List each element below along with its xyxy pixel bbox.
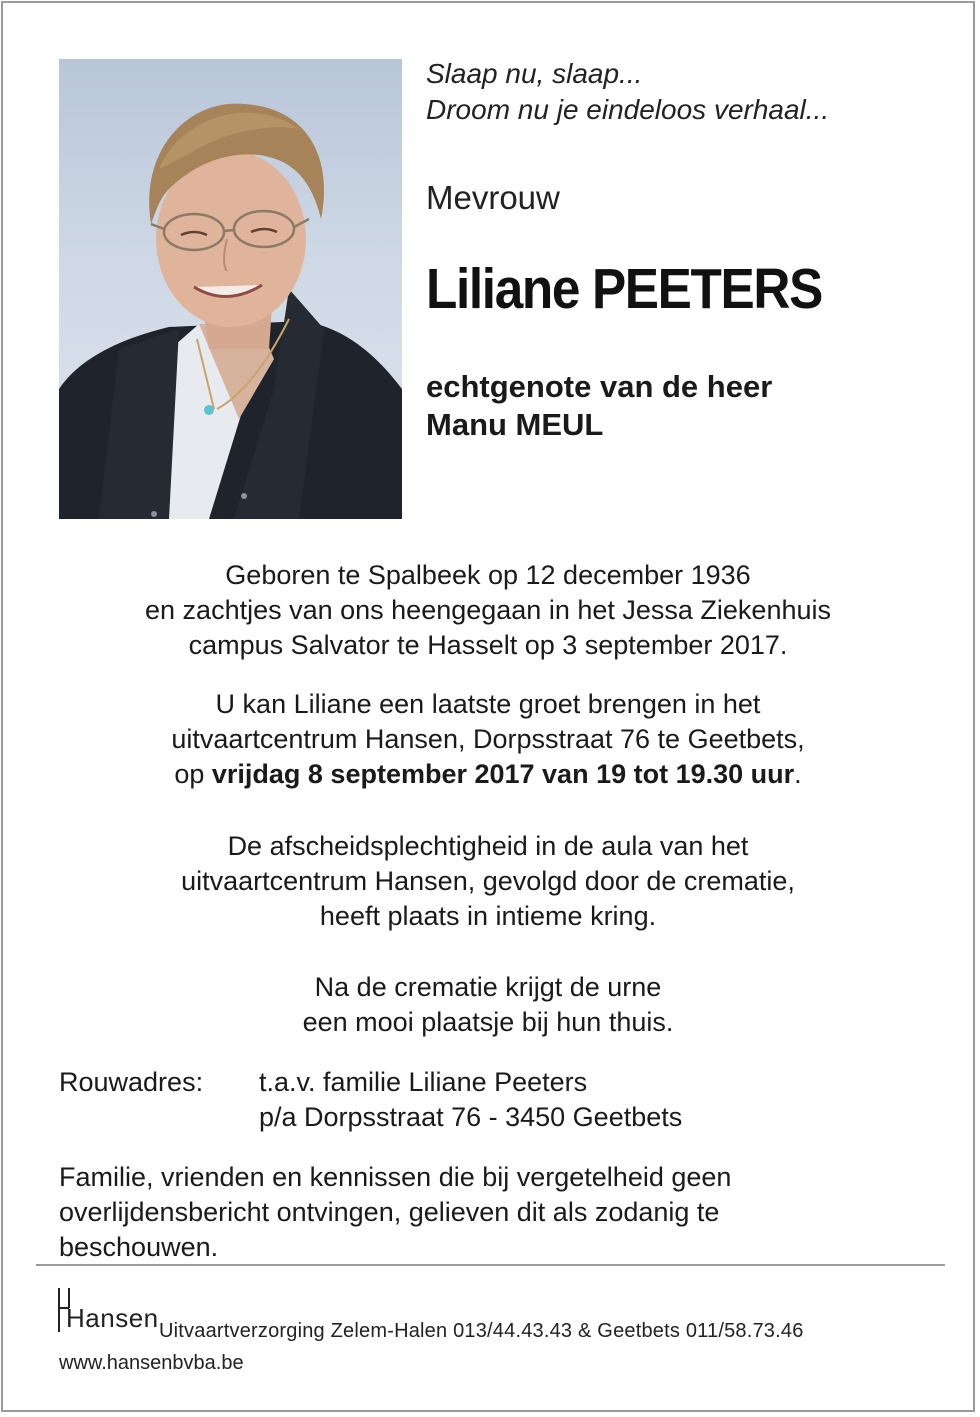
text-line: Geboren te Spalbeek op 12 december 1936 <box>225 560 751 590</box>
text-line: en zachtjes van ons heengegaan in het Jessa Ziekenhuis <box>145 595 831 625</box>
text-line: heeft plaats in intieme kring. <box>319 901 657 931</box>
logo-text: Hansen <box>66 1303 159 1333</box>
poem-line: Droom nu je eindeloos verhaal... <box>426 94 830 125</box>
text-line: U kan Liliane een laatste groet brengen in het <box>215 689 761 719</box>
closing-note <box>59 1160 731 1265</box>
portrait-photo <box>59 59 402 519</box>
text-line: een mooi plaatsje bij hun thuis. <box>302 1007 674 1037</box>
spouse-name: Manu MEUL <box>426 407 604 442</box>
poem-line: Slaap nu, slaap... <box>426 58 643 89</box>
address-line: p/a Dorpsstraat 76 - 3450 Geetbets <box>259 1102 683 1132</box>
deceased-name: Liliane PEETERS <box>426 257 822 321</box>
salutation: Mevrouw <box>426 179 560 216</box>
text-line: De afscheidsplechtigheid in de aula van het <box>227 831 749 861</box>
address-lines <box>259 1065 682 1135</box>
funeral-home-contact: Uitvaartverzorging Zelem-Halen 013/44.43.43 & Geetbets 011/58.73.46 <box>159 1320 804 1342</box>
text-line: Familie, vrienden en kennissen die bij vergetelheid geen <box>59 1162 732 1192</box>
text-line: uitvaartcentrum Hansen, Dorpsstraat 76 te Geetbets, <box>171 724 805 754</box>
text-line: campus Salvator te Hasselt op 3 september 2017. <box>188 630 788 660</box>
address-label: Rouwadres: <box>59 1067 204 1097</box>
poem-quote <box>426 56 829 128</box>
spouse-info <box>426 368 772 444</box>
text-prefix: op <box>174 759 212 789</box>
visitation-paragraph <box>0 687 976 792</box>
text-line: uitvaartcentrum Hansen, gevolgd door de crematie, <box>181 866 795 896</box>
ceremony-paragraph <box>0 829 976 934</box>
urn-paragraph <box>0 970 976 1040</box>
address-line: t.a.v. familie Liliane Peeters <box>259 1067 588 1097</box>
divider <box>36 1264 945 1266</box>
spouse-line: echtgenote van de heer <box>426 369 773 404</box>
birth-death-paragraph <box>0 558 976 663</box>
website-link[interactable]: www.hansenbvba.be <box>59 1352 244 1374</box>
text-suffix: . <box>794 759 802 789</box>
text-line: overlijdensbericht ontvingen, gelieven dit als zodanig te <box>59 1197 720 1227</box>
visitation-datetime: vrijdag 8 september 2017 van 19 tot 19.30 uur <box>211 759 795 789</box>
text-line: Na de crematie krijgt de urne <box>314 972 662 1002</box>
hansen-logo <box>56 1288 159 1340</box>
text-line <box>0 757 976 792</box>
text-line: beschouwen. <box>59 1232 219 1262</box>
